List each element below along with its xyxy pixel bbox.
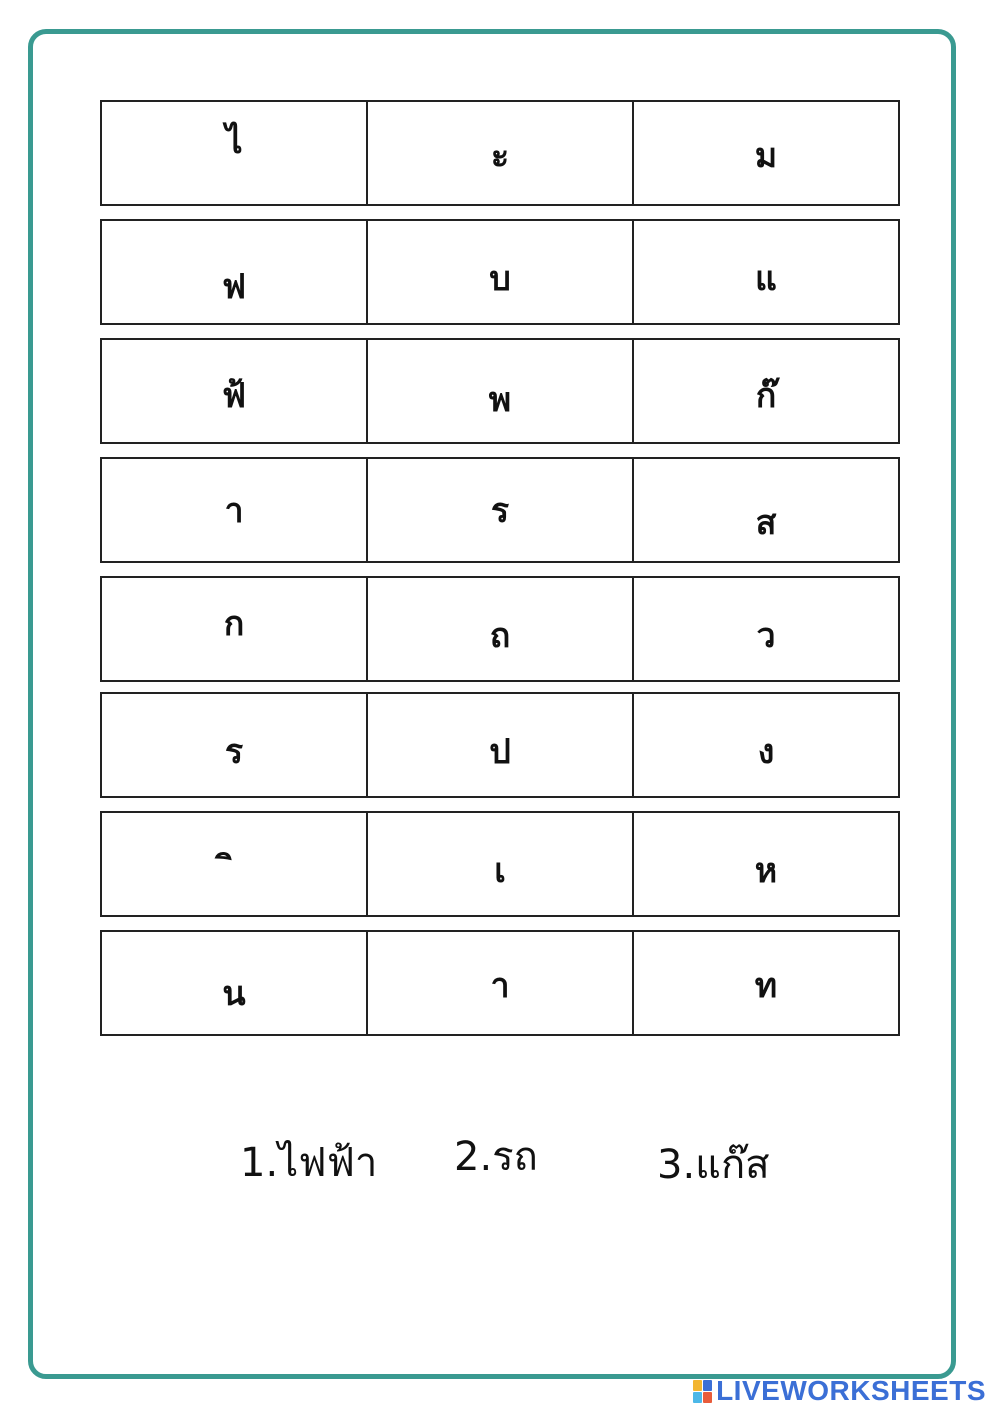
cell-letter: น (222, 974, 246, 1014)
cell-letter: ฟ้ (221, 376, 247, 416)
cell-letter: ป (489, 732, 511, 772)
letter-cell[interactable] (102, 221, 368, 323)
brand-blocks-icon (693, 1380, 712, 1403)
cell-letter: ร (224, 732, 244, 772)
cell-letter: า (224, 491, 244, 531)
letter-cell[interactable] (102, 932, 368, 1034)
letter-cell[interactable] (368, 102, 634, 204)
cell-letter: า (490, 966, 510, 1006)
grid-row (100, 930, 900, 1036)
grid-row (100, 811, 900, 917)
letter-cell[interactable] (368, 932, 634, 1034)
letter-cell[interactable] (634, 813, 898, 915)
word-item: 1.ไฟฟ้า (240, 1140, 378, 1186)
letter-cell[interactable] (634, 459, 898, 561)
letter-cell[interactable] (368, 578, 634, 680)
cell-letter: ะ (490, 136, 510, 176)
cell-letter: ม (754, 136, 778, 176)
cell-letter: พ (488, 380, 512, 420)
letter-cell[interactable] (368, 459, 634, 561)
word-item: 2.รถ (454, 1134, 538, 1180)
letter-cell[interactable] (634, 694, 898, 796)
cell-letter: ฟ (221, 267, 247, 307)
letter-cell[interactable] (102, 340, 368, 442)
letter-cell[interactable] (634, 221, 898, 323)
cell-letter: ก๊ (755, 376, 777, 416)
cell-letter: ร (490, 491, 510, 531)
cell-letter: ง (757, 732, 775, 772)
grid-row (100, 219, 900, 325)
grid-row (100, 692, 900, 798)
cell-letter: ก (223, 604, 245, 644)
letter-cell[interactable] (634, 932, 898, 1034)
cell-letter: ว (756, 616, 776, 656)
letter-cell[interactable] (368, 221, 634, 323)
cell-letter: ไ (225, 122, 243, 162)
cell-letter: ส (755, 503, 777, 543)
letter-cell[interactable] (634, 578, 898, 680)
cell-letter: ห (754, 851, 778, 891)
brand-logo[interactable] (693, 1374, 986, 1408)
letter-cell[interactable] (634, 102, 898, 204)
letter-cell[interactable] (102, 459, 368, 561)
brand-name: LIVEWORKSHEETS (716, 1375, 986, 1406)
letter-cell[interactable] (102, 694, 368, 796)
letter-cell[interactable] (368, 694, 634, 796)
letter-cell[interactable] (102, 578, 368, 680)
letter-cell[interactable] (634, 340, 898, 442)
grid-row (100, 576, 900, 682)
letter-cell[interactable] (368, 340, 634, 442)
letter-cell[interactable] (102, 102, 368, 204)
word-item: 3.แก๊ส (657, 1142, 770, 1188)
letter-cell[interactable] (102, 813, 368, 915)
cell-letter: เ (494, 851, 506, 891)
grid-row (100, 457, 900, 563)
grid-row (100, 338, 900, 444)
grid-row (100, 100, 900, 206)
cell-letter: แ (755, 259, 777, 299)
letter-cell[interactable] (368, 813, 634, 915)
cell-letter: ท (754, 966, 778, 1006)
word-list (0, 1120, 1000, 1200)
cell-letter: บ (489, 259, 511, 299)
cell-letter: ถ (489, 616, 511, 656)
